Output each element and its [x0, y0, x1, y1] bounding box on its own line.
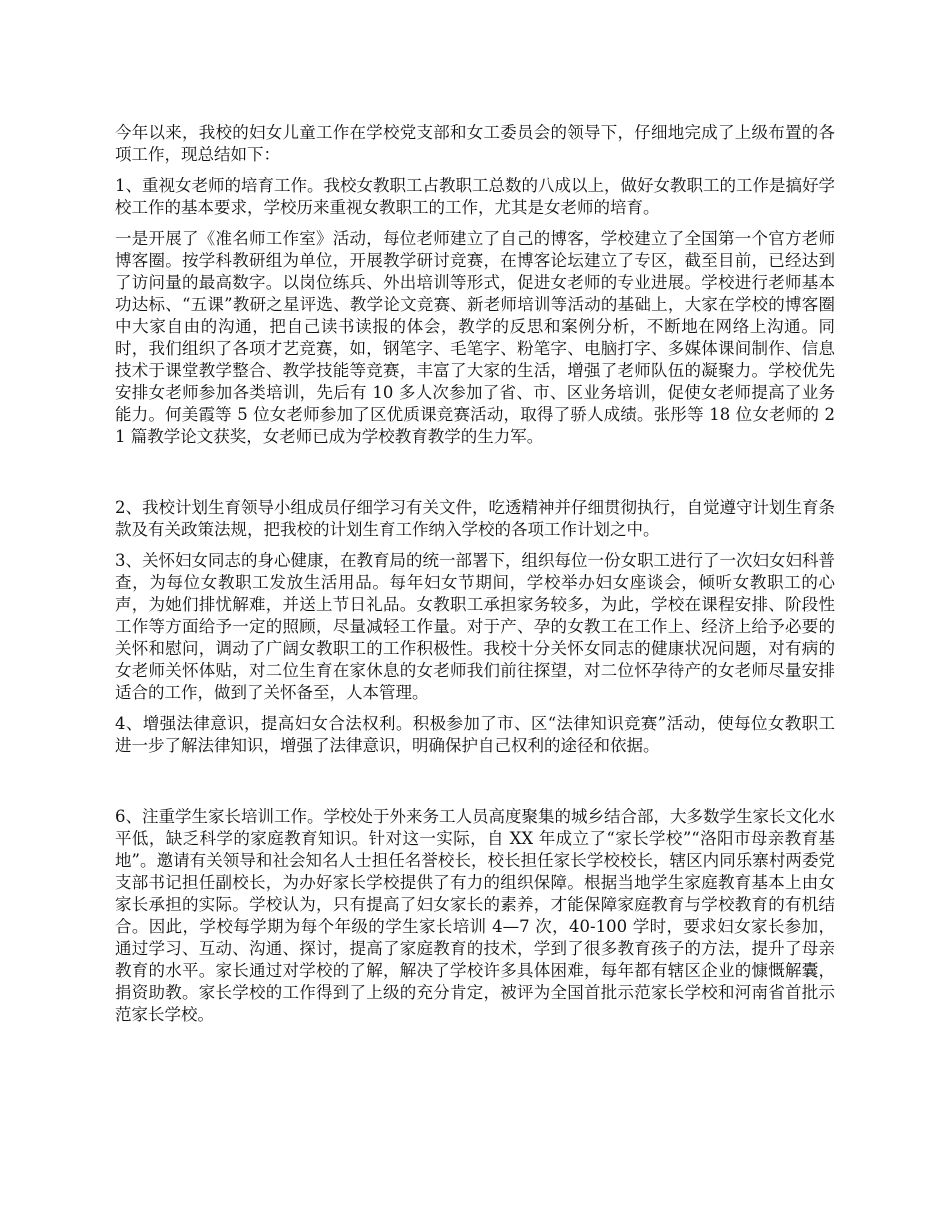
intro-paragraph: 今年以来，我校的妇女儿童工作在学校党支部和女工委员会的领导下，仔细地完成了上级布置的各项工作，现总结如下：	[115, 123, 835, 164]
section-1-paragraph: 1、重视女老师的培育工作。我校女教职工占教职工总数的八成以上，做好女教职工的工作是搞好学校工作的基本要求，学校历来重视女教职工的工作，尤其是女老师的培育。	[115, 176, 835, 217]
section-1-detail-paragraph: 一是开展了《准名师工作室》活动，每位老师建立了自己的博客，学校建立了全国第一个官方老师博客圈。按学科教研组为单位，开展教学研讨竞赛，在博客论坛建立了专区，截至目前，已经达到了访问量的最高数字。以岗位练兵、外出培训等形式，促进女老师的专业进展。学校进行老师基本功达标、“五课”教研之星评选、教学论文竞赛、新老师培训等活动的基础上，大家在学校的博客圈中大家自由的沟通，把自己读书读报的体会，教学的反思和案例分析，不断地在网络上沟通。同时，我们组织了各项才艺竞赛，如，钢笔字、毛笔字、粉笔字、电脑打字、多媒体课间制作、信息技术于课堂教学整合、教学技能等竞赛，丰富了大家的生活，增强了老师队伍的凝聚力。学校优先安排女老师参加各类培训，先后有 10 多人次参加了省、市、区业务培训，促使女老师提高了业务能力。何美霞等 5 位女老师参加了区优质课竞赛活动，取得了骄人成绩。张彤等 18 位女老师的 21 篇教学论文获奖，女老师已成为学校教育教学的生力军。	[115, 229, 835, 446]
spacer	[115, 766, 835, 806]
document-body	[115, 122, 835, 1035]
section-6-paragraph: 6、注重学生家长培训工作。学校处于外来务工人员高度聚集的城乡结合部，大多数学生家长文化水平低，缺乏科学的家庭教育知识。针对这一实际，自 XX 年成立了“家长学校”“洛阳市母亲教育基地”。邀请有关领导和社会知名人士担任名誉校长，校长担任家长学校校长，辖区内同乐寨村两委党支部书记担任副校长，为办好家长学校提供了有力的组织保障。根据当地学生家庭教育基本上由女家长承担的实际。学校认为，只有提高了妇女家长的素养，才能保障家庭教育与学校教育的有机结合。因此，学校每学期为每个年级的学生家长培训 4—7 次，40-100 学时，要求妇女家长参加，通过学习、互动、沟通、探讨，提高了家庭教育的技术，学到了很多教育孩子的方法，提升了母亲教育的水平。家长通过对学校的了解，解决了学校许多具体困难，每年都有辖区企业的慷慨解囊，捐资助教。家长学校的工作得到了上级的充分肯定，被评为全国首批示范家长学校和河南省首批示范家长学校。	[115, 807, 835, 1024]
spacer	[115, 457, 835, 497]
section-3-paragraph: 3、关怀妇女同志的身心健康，在教育局的统一部署下，组织每位一份女职工进行了一次妇女妇科普查，为每位女教职工发放生活用品。每年妇女节期间，学校举办妇女座谈会，倾听女教职工的心声，为她们排忧解难，并送上节日礼品。女教职工承担家务较多，为此，学校在课程安排、阶段性工作等方面给予一定的照顾，尽量减轻工作量。对于产、孕的女教工在工作上、经济上给予必要的关怀和慰问，调动了广阔女教职工的工作积极性。我校十分关怀女同志的健康状况问题，对有病的女老师关怀体贴，对二位生育在家休息的女老师我们前往探望，对二位怀孕待产的女老师尽量安排适合的工作，做到了关怀备至，人本管理。	[115, 551, 835, 702]
section-4-paragraph: 4、增强法律意识，提高妇女合法权利。积极参加了市、区“法律知识竞赛”活动，使每位女教职工进一步了解法律知识，增强了法律意识，明确保护自己权利的途径和依据。	[115, 714, 835, 755]
section-2-paragraph: 2、我校计划生育领导小组成员仔细学习有关文件，吃透精神并仔细贯彻执行，自觉遵守计划生育条款及有关政策法规，把我校的计划生育工作纳入学校的各项工作计划之中。	[115, 498, 835, 539]
